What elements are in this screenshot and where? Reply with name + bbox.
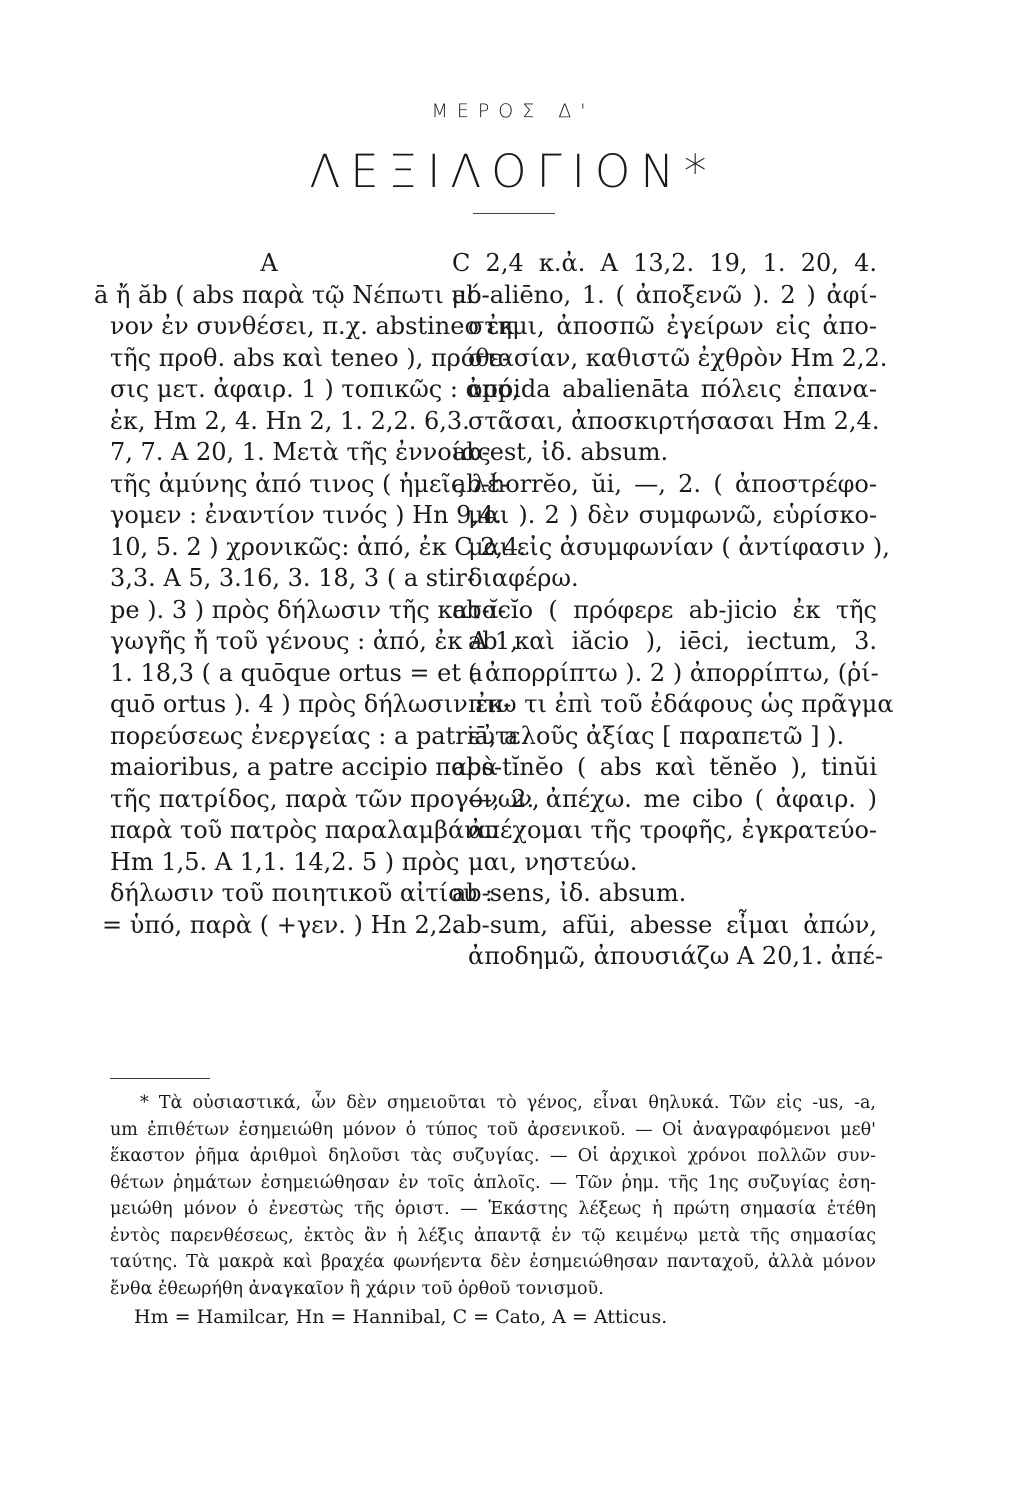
text-line: pe ). 3 ) πρὸς δήλωσιν τῆς κατα- (110, 595, 507, 624)
text-line: ἀπέχομαι τῆς τροφῆς, ἐγκρατεύο- (468, 816, 877, 844)
text-line: τῆς ἀμύνης ἀπό τινος ( ἡμεῖς λέ- (110, 469, 508, 498)
footnote-line: ἔνθα ἐθεωρήθη ἀναγκαῖον ἢ χάριν τοῦ ὀρθοῦ τονισμοῦ. (110, 1278, 604, 1299)
footnote-line: ταύτης. Τὰ μακρὰ καὶ βραχέα φωνήεντα δὲν ἐσημειώθησαν πανταχοῦ, ἀλλὰ μόνον (110, 1252, 876, 1272)
entry-headword-line: ab-sens, ἰδ. absum. (452, 879, 687, 907)
text-line: μαι, νηστεύω. (468, 847, 638, 876)
footnote-line: ἕκαστον ῥῆμα ἀριθμοὶ δηλοῦσι τὰς συζυγίας. — Οἱ ἀρχικοὶ χρόνοι πολλῶν συν- (110, 1146, 876, 1166)
text-line: quō ortus ). 4 ) πρὸς δήλωσιν ἐκ- (110, 690, 512, 718)
text-line: γωγῆς ἤ τοῦ γένους : ἀπό, ἐκ A 1, (110, 627, 518, 655)
text-line: 1. 18,3 ( a quōque ortus = et a (110, 658, 483, 687)
text-line: Hm 1,5. A 1,1. 14,2. 5 ) πρὸς (110, 847, 460, 876)
text-line: γομεν : ἐναντίον τινός ) Hn 9,4. (110, 501, 502, 529)
entry-headword-line: abs-tĭnĕo ( abs καὶ tĕnĕo ), tinŭi (452, 753, 877, 781)
text-line: C 2,4 κ.ἀ. A 13,2. 19, 1. 20, 4. (452, 249, 877, 277)
text-line: δήλωσιν τοῦ ποιητικοῦ αἰτίου : (110, 879, 493, 907)
entry-headword-line: ab-est, ἰδ. absum. (452, 438, 669, 466)
footnote-line: ἐντὸς παρενθέσεως, ἐκτὸς ἂν ἡ λέξις ἀπαντᾷ ἐν τῷ κειμένῳ μετὰ τῆς σημασίας (110, 1225, 876, 1246)
text-line: νον ἐν συνθέσει, π.χ. abstineo ἐκ (110, 312, 515, 340)
text-line: oppida abalienāta πόλεις ἐπανα- (468, 375, 877, 403)
entry-headword-line: ab-aliēno, 1. ( ἀποξενῶ ). 2 ) ἀφί- (452, 280, 877, 309)
text-line: = ὑπό, παρὰ ( +γεν. ) Hn 2,2. (102, 910, 461, 939)
text-line: μαι ). 2 ) δὲν συμφωνῶ, εὑρίσκο- (468, 501, 877, 529)
text-line: ab καὶ iăcio ), iēci, iectum, 3. (468, 627, 877, 655)
text-line: διαφέρω. (468, 564, 579, 592)
text-line: maioribus, a patre accipio παρὰ (110, 753, 498, 781)
lexicon-title: ΛΕΞΙΛΟΓΙΟΝ* (309, 145, 717, 198)
footnote-line: μειώθη μόνον ὁ ἐνεστὼς τῆς ὁριστ. — Ἑκάστης λέξεως ἡ πρώτη σημασία ἐτέθη (110, 1199, 876, 1219)
footnote-divider (110, 1078, 210, 1079)
text-line: ( ἀπορρίπτω ). 2 ) ἀπορρίπτω, (ῥί- (468, 658, 879, 687)
footnote-line: um ἐπιθέτων ἐσημειώθη μόνον ὁ τύπος τοῦ ἀρσενικοῦ. — Οἱ ἀναγραφόμενοι μεθ' (110, 1119, 876, 1140)
text-line: ἀποδημῶ, ἀπουσιάζω A 20,1. ἀπέ- (468, 942, 884, 970)
text-line: εὐτελοῦς ἀξίας [ παραπετῶ ] ). (468, 721, 845, 750)
right-column (452, 248, 894, 973)
text-line: μαι εἰς ἀσυμφωνίαν ( ἀντίφασιν ), (468, 532, 890, 561)
text-line: 7, 7. A 20, 1. Μετὰ τῆς ἐννοίας (110, 438, 491, 466)
text-line: τῆς πατρίδος, παρὰ τῶν προγόνων, (110, 784, 540, 813)
part-heading: ΜΕΡΟΣ Δ' (431, 100, 595, 122)
text-line: 10, 5. 2 ) χρονικῶς: ἀπό, ἐκ C 2,4. (110, 532, 527, 561)
text-line: τῆς προθ. abs καὶ teneo ), πρόθε- (110, 343, 511, 372)
footnote-line: * Τὰ οὐσιαστικά, ὧν δὲν σημειοῦται τὸ γένος, εἶναι θηλυκά. Τῶν εἰς -us, -a, (140, 1093, 876, 1113)
footnote-line: θέτων ῥημάτων ἐσημειώθησαν ἐν τοῖς ἁπλοῖς. — Τῶν ῥημ. τῆς 1ης συζυγίας ἐση- (110, 1172, 876, 1193)
footnote (110, 1090, 876, 1331)
text-line: 3,3. A 5, 3.16, 3. 18, 3 ( a stir- (110, 564, 475, 592)
entry-headword-line: ab-horrĕo, ŭi, —, 2. ( ἀποστρέφο- (452, 469, 877, 498)
text-line: ā ἤ ăb ( abs παρὰ τῷ Νέπωτι μό- (94, 280, 490, 309)
entry-headword-line: ab-sum, afŭi, abesse εἶμαι ἀπών, (452, 910, 877, 939)
section-letter: Α (260, 249, 278, 277)
text-line: —, 2. ἀπέχω. me cibo ( ἀφαιρ. ) (468, 784, 877, 813)
text-line: στασίαν, καθιστῶ ἐχθρὸν Hm 2,2. (468, 343, 888, 372)
text-line: ἐκ, Hm 2, 4. Hn 2, 1. 2,2. 6,3. (110, 406, 470, 435)
text-line: στημι, ἀποσπῶ ἐγείρων εἰς ἀπο- (468, 312, 877, 340)
entry-headword-line: ab-ĭcĭo ( πρόφερε ab-jicio ἐκ τῆς (452, 595, 877, 624)
text-line: σις μετ. ἀφαιρ. 1 ) τοπικῶς : ἀπό, (110, 375, 520, 403)
text-line: πτω τι ἐπὶ τοῦ ἐδάφους ὡς πρᾶγμα (468, 690, 894, 718)
text-line: παρὰ τοῦ πατρὸς παραλαμβάνω (110, 816, 499, 844)
text-line: πορεύσεως ἐνεργείας : a patriā, a (110, 721, 519, 750)
text-line: στᾶσαι, ἀποσκιρτήσασαι Hm 2,4. (468, 406, 880, 435)
title-divider (473, 213, 555, 214)
abbreviations-key: Hm = Hamilcar, Hn = Hannibal, C = Cato, A = Atticus. (134, 1306, 668, 1328)
